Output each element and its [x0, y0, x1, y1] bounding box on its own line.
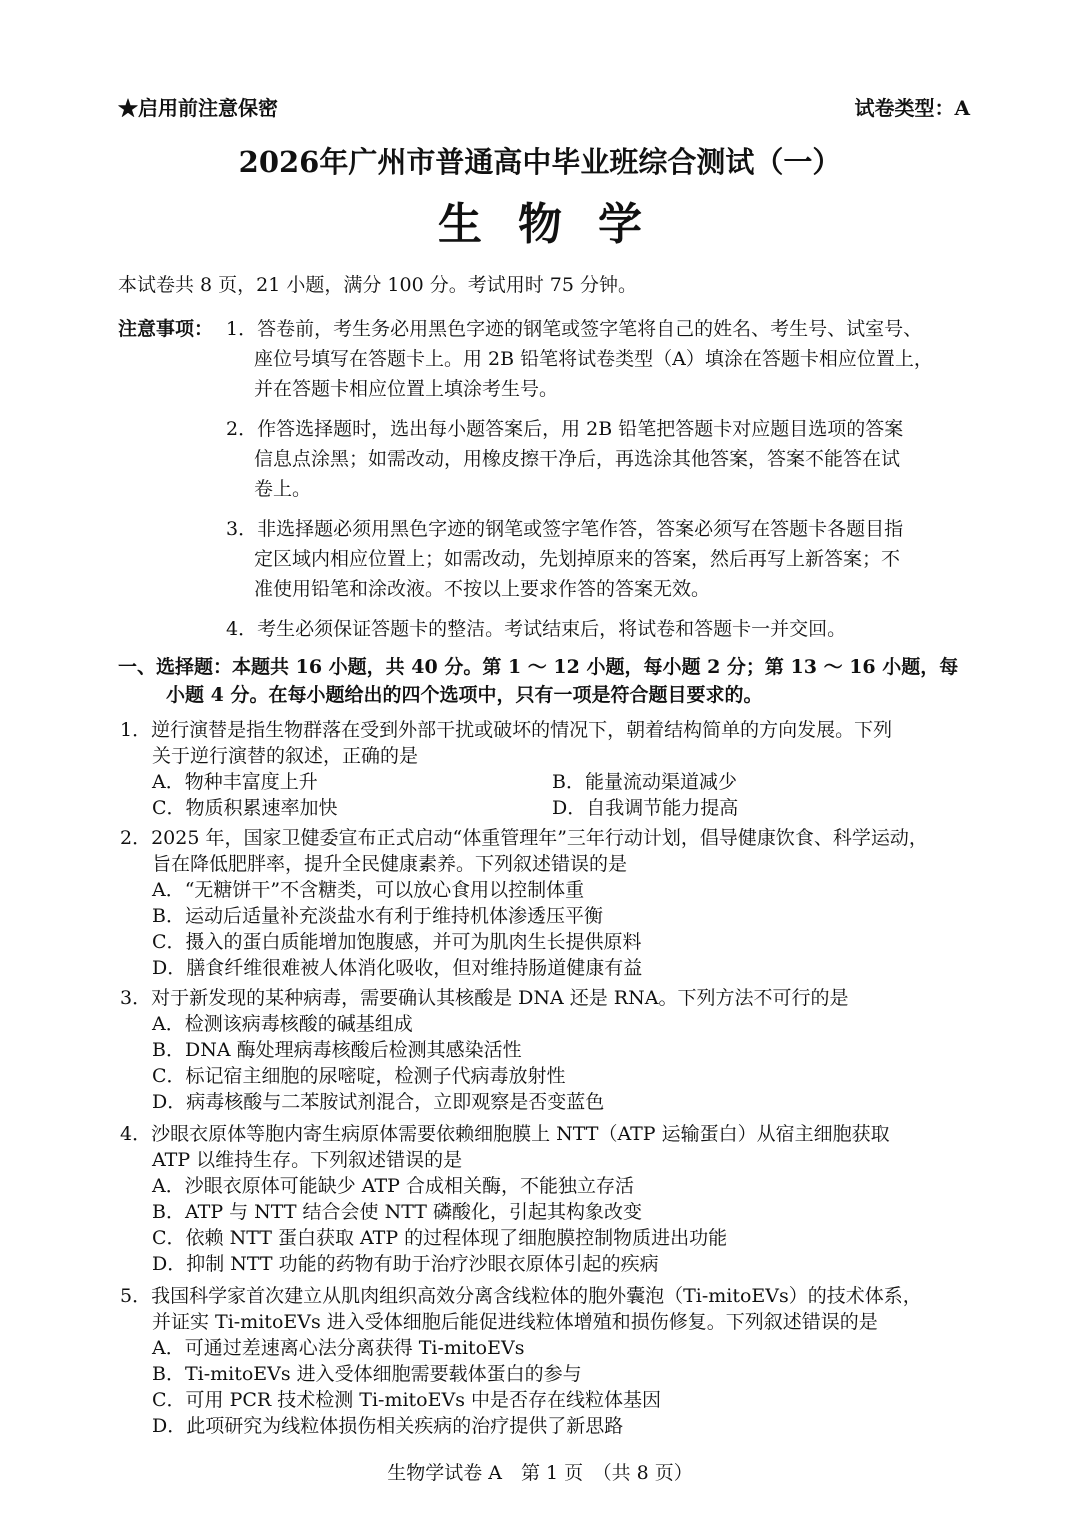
note-4-line-1: 4．考生必须保证答题卡的整洁。考试结束后，将试卷和答题卡一并交回。 [226, 618, 847, 640]
note-1-line-1: 1．答卷前，考生务必用黑色字迹的钢笔或签字笔将自己的姓名、考生号、试室号、 [226, 318, 923, 340]
question-2-option-b: B．运动后适量补充淡盐水有利于维持机体渗透压平衡 [152, 905, 603, 927]
note-3-line-2: 定区域内相应位置上；如需改动，先划掉原来的答案，然后再写上新答案；不 [254, 548, 901, 570]
question-2-option-a: A．“无糖饼干”不含糖类，可以放心食用以控制体重 [152, 879, 585, 901]
question-4-option-b: B．ATP 与 NTT 结合会使 NTT 磷酸化，引起其构象改变 [152, 1201, 642, 1223]
question-1-stem-line-2: 关于逆行演替的叙述，正确的是 [152, 745, 419, 767]
note-2-line-2: 信息点涂黑；如需改动，用橡皮擦干净后，再选涂其他答案，答案不能答在试 [254, 448, 901, 470]
question-3-option-b: B．DNA 酶处理病毒核酸后检测其感染活性 [152, 1039, 522, 1061]
question-2-stem-line-1: 2．2025 年，国家卫健委宣布正式启动“体重管理年”三年行动计划，倡导健康饮食、科学运动， [120, 827, 928, 849]
question-3-option-a: A．检测该病毒核酸的碱基组成 [152, 1013, 413, 1035]
question-2-option-d: D．膳食纤维很难被人体消化吸收，但对维持肠道健康有益 [152, 957, 643, 979]
note-1-line-2: 座位号填写在答题卡上。用 2B 铅笔将试卷类型（A）填涂在答题卡相应位置上， [254, 348, 933, 370]
question-5-stem-line-2: 并证实 Ti-mitoEVs 进入受体细胞后能促进线粒体增殖和损伤修复。下列叙述错误的是 [152, 1311, 878, 1333]
paper-type-label: 试卷类型：A [854, 96, 970, 120]
exam-intro: 本试卷共 8 页，21 小题，满分 100 分。考试用时 75 分钟。 [118, 274, 637, 296]
confidential-label: ★启用前注意保密 [118, 96, 278, 120]
notes-label: 注意事项： [118, 318, 214, 340]
section-1-heading-line-2: 小题 4 分。在每小题给出的四个选项中，只有一项是符合题目要求的。 [166, 684, 763, 706]
question-3-option-d: D．病毒核酸与二苯胺试剂混合，立即观察是否变蓝色 [152, 1091, 605, 1113]
subject-title: 生物学 [438, 199, 678, 250]
page-footer: 生物学试卷 A 第 1 页 （共 8 页） [387, 1462, 693, 1484]
question-1-option-a: A．物种丰富度上升 [152, 771, 318, 793]
exam-title: 2026年广州市普通高中毕业班综合测试（一） [238, 145, 842, 179]
question-3-option-c: C．标记宿主细胞的尿嘧啶，检测子代病毒放射性 [152, 1065, 566, 1087]
question-1-stem-line-1: 1．逆行演替是指生物群落在受到外部干扰或破坏的情况下，朝着结构简单的方向发展。下列 [120, 719, 893, 741]
question-1-option-d: D．自我调节能力提高 [552, 797, 739, 819]
question-4-option-d: D．抑制 NTT 功能的药物有助于治疗沙眼衣原体引起的疾病 [152, 1253, 659, 1275]
question-2-option-c: C．摄入的蛋白质能增加饱腹感，并可为肌肉生长提供原料 [152, 931, 642, 953]
question-3-stem-line-1: 3．对于新发现的某种病毒，需要确认其核酸是 DNA 还是 RNA。下列方法不可行的是 [120, 987, 849, 1009]
note-2-line-3: 卷上。 [254, 478, 312, 500]
question-5-option-c: C．可用 PCR 技术检测 Ti-mitoEVs 中是否存在线粒体基因 [152, 1389, 662, 1411]
question-1-option-b: B．能量流动渠道减少 [552, 771, 737, 793]
question-4-stem-line-2: ATP 以维持生存。下列叙述错误的是 [152, 1149, 463, 1171]
note-2-line-1: 2．作答选择题时，选出每小题答案后，用 2B 铅笔把答题卡对应题目选项的答案 [226, 418, 904, 440]
question-2-stem-line-2: 旨在降低肥胖率，提升全民健康素养。下列叙述错误的是 [152, 853, 628, 875]
question-4-option-c: C．依赖 NTT 蛋白获取 ATP 的过程体现了细胞膜控制物质进出功能 [152, 1227, 728, 1249]
note-3-line-3: 准使用铅笔和涂改液。不按以上要求作答的答案无效。 [254, 578, 711, 600]
note-1-line-3: 并在答题卡相应位置上填涂考生号。 [254, 378, 559, 400]
question-5-option-a: A．可通过差速离心法分离获得 Ti-mitoEVs [152, 1337, 525, 1359]
question-5-option-d: D．此项研究为线粒体损伤相关疾病的治疗提供了新思路 [152, 1415, 624, 1437]
question-1-option-c: C．物质积累速率加快 [152, 797, 338, 819]
note-3-line-1: 3．非选择题必须用黑色字迹的钢笔或签字笔作答，答案必须写在答题卡各题目指 [226, 518, 904, 540]
question-5-option-b: B．Ti-mitoEVs 进入受体细胞需要载体蛋白的参与 [152, 1363, 582, 1385]
question-4-option-a: A．沙眼衣原体可能缺少 ATP 合成相关酶，不能独立存活 [152, 1175, 634, 1197]
section-1-heading-line-1: 一、选择题：本题共 16 小题，共 40 分。第 1 ～ 12 小题，每小题 2 分；第 13 ～ 16 小题，每 [118, 656, 959, 678]
question-5-stem-line-1: 5．我国科学家首次建立从肌肉组织高效分离含线粒体的胞外囊泡（Ti-mitoEVs）的技术体系， [120, 1285, 922, 1307]
question-4-stem-line-1: 4．沙眼衣原体等胞内寄生病原体需要依赖细胞膜上 NTT（ATP 运输蛋白）从宿主细胞获取 [120, 1123, 890, 1145]
